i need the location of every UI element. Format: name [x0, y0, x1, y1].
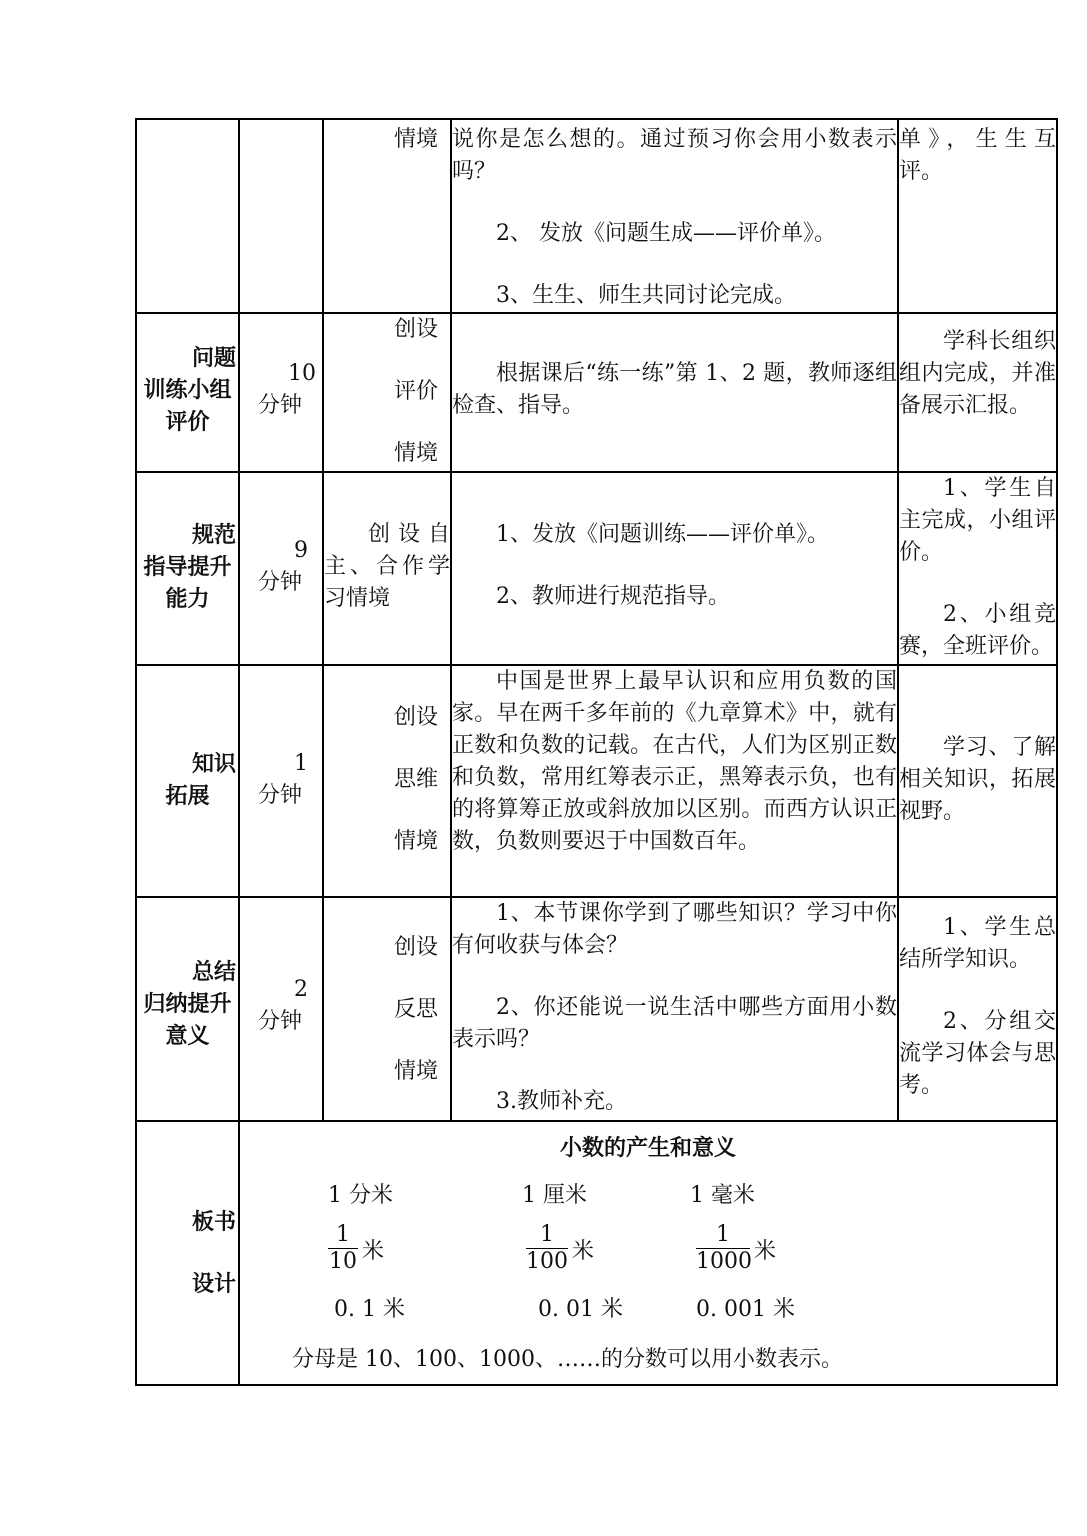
student-cell [898, 119, 1057, 313]
time-cell [239, 472, 323, 665]
stage-cell [136, 665, 239, 897]
situation-line: 思维 [393, 767, 438, 792]
table-row [136, 472, 1057, 665]
lesson-plan-table [135, 118, 1058, 1386]
fraction-denominator: 1000 [696, 1249, 752, 1274]
board-label-line: 设计 [191, 1271, 236, 1297]
time-value: 9 [294, 538, 308, 563]
activity-cell [451, 472, 898, 665]
stage-line: 意义 [165, 1023, 210, 1049]
stage-line: 问题 [191, 345, 236, 371]
board-label-line: 板书 [191, 1209, 236, 1235]
fraction-denominator: 10 [329, 1249, 357, 1274]
time-unit: 分钟 [258, 1009, 303, 1034]
time-value: 2 [294, 977, 308, 1002]
table-row [136, 665, 1057, 897]
activity-line: 3.教师补充。 [496, 1089, 627, 1114]
board-summary: 分母是 10、100、1000、……的分数可以用小数表示。 [292, 1347, 843, 1372]
time-cell [239, 665, 323, 897]
situation-line: 情境 [393, 127, 438, 152]
fraction-unit: 米 [362, 1239, 385, 1264]
situation-line: 情境 [393, 829, 438, 854]
time-unit: 分钟 [258, 783, 303, 808]
board-area [240, 1122, 1056, 1384]
table-row [136, 119, 1057, 313]
activity-line: 根据课后“练一练”第 1、2 题，教师逐组检查、指导。 [452, 361, 897, 418]
student-line: 1、学生自主完成，小组评价。 [899, 476, 1056, 565]
student-cell [898, 897, 1057, 1121]
time-cell [239, 897, 323, 1121]
time-cell [239, 119, 323, 313]
board-label-cell [136, 1121, 239, 1385]
stage-cell [136, 897, 239, 1121]
activity-cell [451, 119, 898, 313]
situation-line: 评价 [393, 379, 438, 404]
stage-line: 训练小组 [143, 377, 232, 403]
situation-cell [323, 472, 451, 665]
student-line: 学习、了解相关知识，拓展视野。 [899, 735, 1056, 824]
activity-line: 2、教师进行规范指导。 [496, 584, 730, 609]
decimal-label: 0. 1 米 [334, 1297, 405, 1322]
fraction [526, 1222, 568, 1275]
stage-line: 评价 [165, 409, 210, 435]
situation-cell [323, 665, 451, 897]
time-unit: 分钟 [258, 570, 303, 595]
board-content-cell [239, 1121, 1057, 1385]
time-unit: 分钟 [258, 393, 303, 418]
situation-line: 创设 [393, 317, 438, 342]
fraction-numerator: 1 [336, 1222, 350, 1247]
student-line: 1、学生总结所学知识。 [899, 915, 1056, 972]
activity-line: 说你是怎么想的。通过预习你会用小数表示吗？ [452, 127, 897, 184]
student-cell [898, 313, 1057, 472]
stage-line: 能力 [165, 586, 210, 612]
situation-cell [323, 313, 451, 472]
situation-line: 反思 [393, 997, 438, 1022]
decimal-label: 0. 01 米 [538, 1297, 623, 1322]
stage-cell [136, 472, 239, 665]
fraction [328, 1222, 358, 1275]
activity-cell [451, 665, 898, 897]
situation-cell [323, 897, 451, 1121]
fraction-unit: 米 [754, 1239, 777, 1264]
stage-cell [136, 313, 239, 472]
stage-cell [136, 119, 239, 313]
situation-line: 情境 [393, 441, 438, 466]
student-cell [898, 472, 1057, 665]
unit-label: 1 分米 [328, 1183, 393, 1208]
fraction-numerator: 1 [716, 1222, 730, 1247]
stage-line: 总结 [191, 959, 236, 985]
decimal-label: 0. 001 米 [696, 1297, 795, 1322]
unit-label: 1 毫米 [690, 1183, 755, 1208]
fraction-denominator: 100 [526, 1249, 568, 1274]
situation-line: 创设 [393, 705, 438, 730]
board-row [136, 1121, 1057, 1385]
time-value: 10 [288, 361, 316, 386]
activity-cell [451, 897, 898, 1121]
stage-line: 指导提升 [143, 554, 232, 580]
fraction [696, 1222, 750, 1275]
student-cell [898, 665, 1057, 897]
activity-line: 1、本节课你学到了哪些知识？学习中你有何收获与体会？ [452, 901, 897, 958]
situation-line: 情境 [393, 1059, 438, 1084]
activity-line: 中国是世界上最早认识和应用负数的国家。早在两千多年前的《九章算术》中，就有正数和负数的记载。在古代，人们为区别正数和负数，常用红筹表示正，黑筹表示负，也有的将算筹正放或斜放加以区别。而西方认识正数，负数则要迟于中国数百年。 [452, 669, 897, 854]
situation-line: 创设 [393, 935, 438, 960]
activity-line: 1、发放《问题训练——评价单》。 [496, 522, 829, 547]
activity-cell [451, 313, 898, 472]
time-value: 1 [294, 751, 308, 776]
stage-line: 拓展 [165, 783, 210, 809]
student-line: 学科长组织组内完成，并准备展示汇报。 [899, 329, 1056, 418]
stage-line: 知识 [191, 751, 236, 777]
fraction-unit: 米 [572, 1239, 595, 1264]
student-line: 2、小组竞赛，全班评价。 [899, 602, 1056, 659]
situation-line: 创设自主、合作学习情境 [324, 522, 450, 611]
table-row [136, 897, 1057, 1121]
stage-line: 规范 [191, 522, 236, 548]
unit-label: 1 厘米 [522, 1183, 587, 1208]
table-row [136, 313, 1057, 472]
activity-line: 2、 发放《问题生成——评价单》。 [496, 221, 836, 246]
board-title: 小数的产生和意义 [559, 1135, 736, 1161]
student-line: 2、分组交流学习体会与思考。 [899, 1009, 1056, 1098]
activity-line: 2、你还能说一说生活中哪些方面用小数表示吗？ [452, 995, 897, 1052]
time-cell [239, 313, 323, 472]
stage-line: 归纳提升 [143, 991, 232, 1017]
situation-cell [323, 119, 451, 313]
student-line: 单》，生生互评。 [899, 127, 1056, 184]
activity-line: 3、生生、师生共同讨论完成。 [496, 283, 796, 308]
fraction-numerator: 1 [540, 1222, 554, 1247]
